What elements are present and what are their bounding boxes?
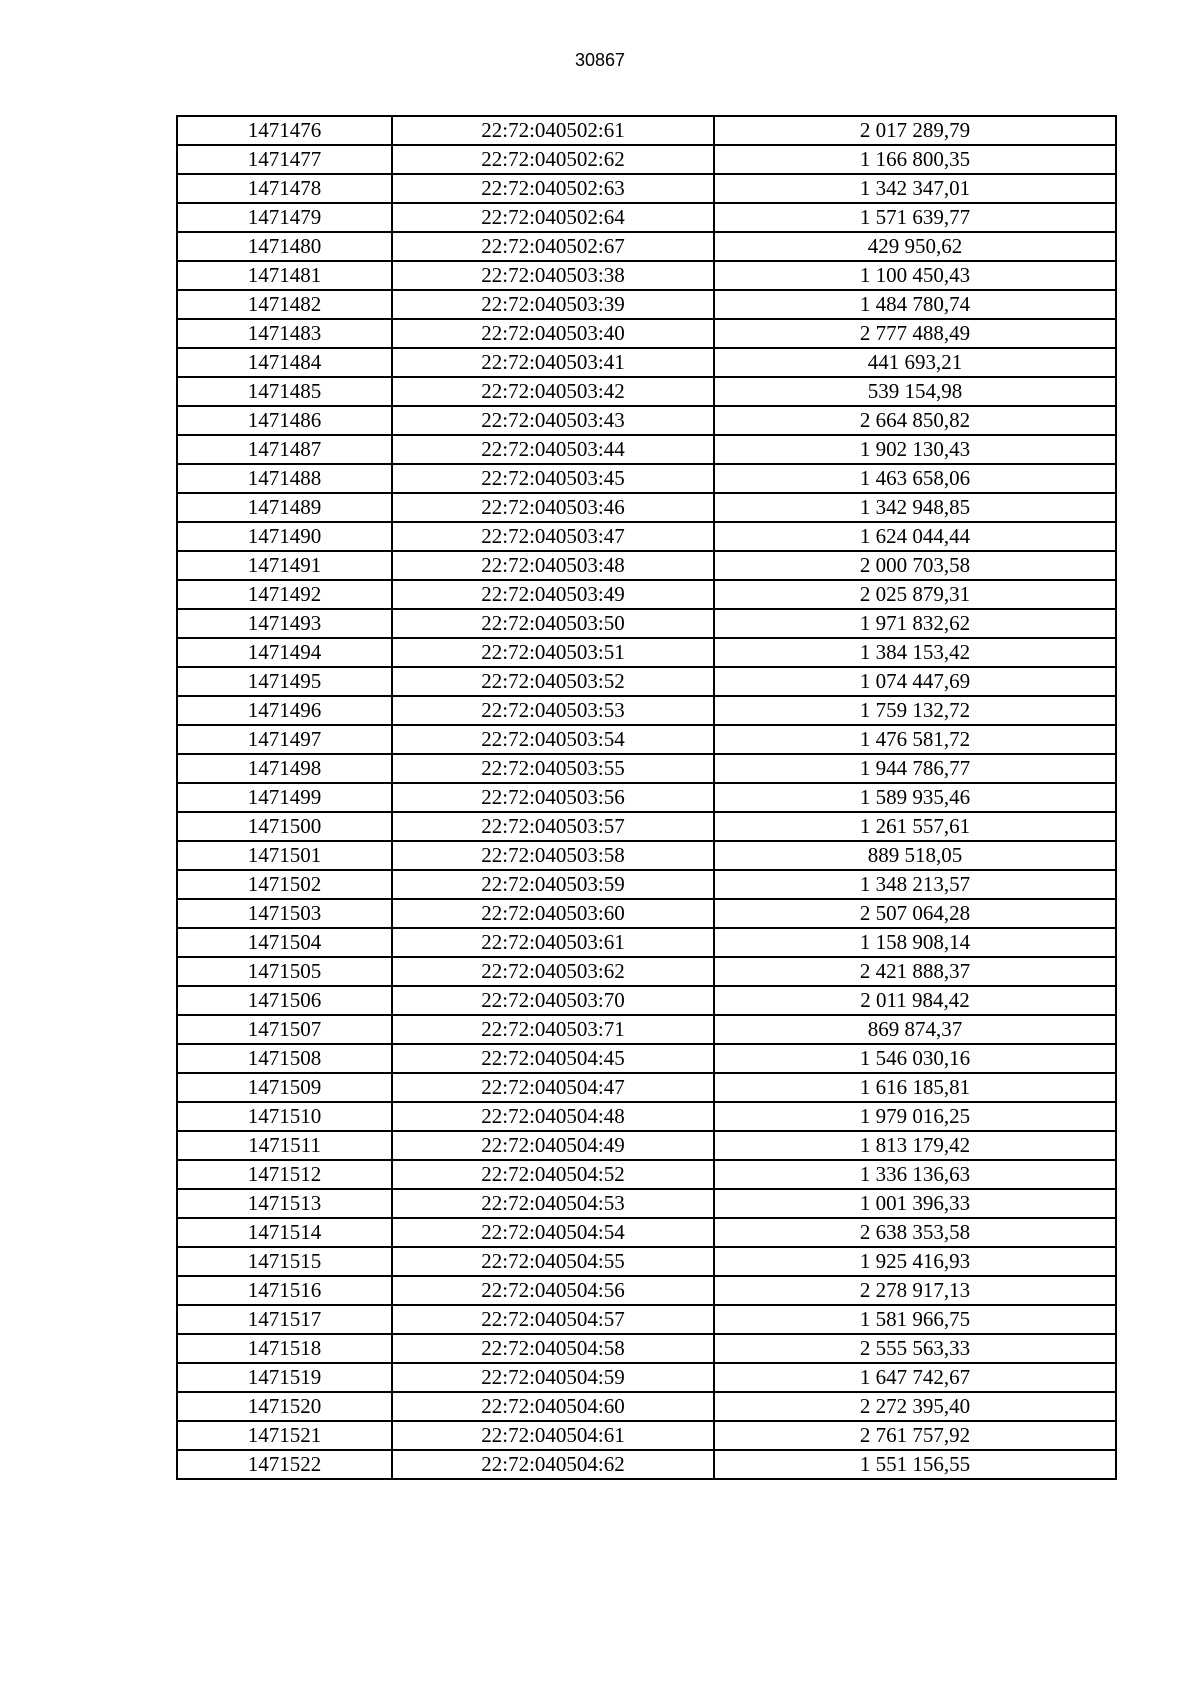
cadastral-value-cell: 1 463 658,06	[714, 464, 1116, 493]
cadastral-value-cell: 2 017 289,79	[714, 116, 1116, 145]
cadastral-number-cell: 22:72:040504:60	[392, 1392, 714, 1421]
cadastral-value-cell: 869 874,37	[714, 1015, 1116, 1044]
cadastral-number-cell: 22:72:040503:70	[392, 986, 714, 1015]
cadastral-value-cell: 2 421 888,37	[714, 957, 1116, 986]
row-number-cell: 1471497	[177, 725, 392, 754]
table-row	[177, 290, 1116, 319]
cadastral-value-cell: 2 025 879,31	[714, 580, 1116, 609]
row-number-cell: 1471505	[177, 957, 392, 986]
cadastral-number-cell: 22:72:040503:41	[392, 348, 714, 377]
row-number-cell: 1471483	[177, 319, 392, 348]
cadastral-value-cell: 1 166 800,35	[714, 145, 1116, 174]
table-row	[177, 812, 1116, 841]
cadastral-value-cell: 2 638 353,58	[714, 1218, 1116, 1247]
cadastral-number-cell: 22:72:040503:45	[392, 464, 714, 493]
table-row	[177, 870, 1116, 899]
table-row	[177, 1334, 1116, 1363]
table-row	[177, 116, 1116, 145]
cadastral-number-cell: 22:72:040503:47	[392, 522, 714, 551]
cadastral-value-cell: 2 761 757,92	[714, 1421, 1116, 1450]
cadastral-number-cell: 22:72:040504:56	[392, 1276, 714, 1305]
row-number-cell: 1471520	[177, 1392, 392, 1421]
row-number-cell: 1471513	[177, 1189, 392, 1218]
cadastral-value-cell: 2 555 563,33	[714, 1334, 1116, 1363]
row-number-cell: 1471522	[177, 1450, 392, 1479]
cadastral-number-cell: 22:72:040503:43	[392, 406, 714, 435]
cadastral-value-cell: 1 759 132,72	[714, 696, 1116, 725]
row-number-cell: 1471491	[177, 551, 392, 580]
cadastral-number-cell: 22:72:040503:48	[392, 551, 714, 580]
cadastral-value-cell: 889 518,05	[714, 841, 1116, 870]
cadastral-value-cell: 1 624 044,44	[714, 522, 1116, 551]
cadastral-number-cell: 22:72:040503:56	[392, 783, 714, 812]
cadastral-value-cell: 1 925 416,93	[714, 1247, 1116, 1276]
row-number-cell: 1471508	[177, 1044, 392, 1073]
cadastral-value-cell: 1 484 780,74	[714, 290, 1116, 319]
cadastral-number-cell: 22:72:040504:47	[392, 1073, 714, 1102]
row-number-cell: 1471515	[177, 1247, 392, 1276]
row-number-cell: 1471514	[177, 1218, 392, 1247]
cadastral-number-cell: 22:72:040502:64	[392, 203, 714, 232]
cadastral-number-cell: 22:72:040504:57	[392, 1305, 714, 1334]
table-row	[177, 1131, 1116, 1160]
cadastral-value-cell: 1 001 396,33	[714, 1189, 1116, 1218]
row-number-cell: 1471494	[177, 638, 392, 667]
cadastral-value-cell: 2 278 917,13	[714, 1276, 1116, 1305]
table-row	[177, 1276, 1116, 1305]
row-number-cell: 1471493	[177, 609, 392, 638]
row-number-cell: 1471490	[177, 522, 392, 551]
cadastral-value-cell: 2 011 984,42	[714, 986, 1116, 1015]
cadastral-number-cell: 22:72:040503:50	[392, 609, 714, 638]
cadastral-number-cell: 22:72:040504:52	[392, 1160, 714, 1189]
cadastral-value-cell: 1 342 948,85	[714, 493, 1116, 522]
table-row	[177, 609, 1116, 638]
row-number-cell: 1471503	[177, 899, 392, 928]
table-row	[177, 1102, 1116, 1131]
cadastral-value-cell: 1 158 908,14	[714, 928, 1116, 957]
row-number-cell: 1471507	[177, 1015, 392, 1044]
cadastral-number-cell: 22:72:040503:58	[392, 841, 714, 870]
table-row	[177, 841, 1116, 870]
cadastral-number-cell: 22:72:040503:38	[392, 261, 714, 290]
table-row	[177, 1160, 1116, 1189]
cadastral-number-cell: 22:72:040503:54	[392, 725, 714, 754]
cadastral-value-cell: 1 979 016,25	[714, 1102, 1116, 1131]
cadastral-value-cell: 441 693,21	[714, 348, 1116, 377]
row-number-cell: 1471484	[177, 348, 392, 377]
cadastral-number-cell: 22:72:040503:55	[392, 754, 714, 783]
table-row	[177, 551, 1116, 580]
table-row	[177, 1421, 1116, 1450]
row-number-cell: 1471498	[177, 754, 392, 783]
table-row	[177, 1392, 1116, 1421]
cadastral-number-cell: 22:72:040503:46	[392, 493, 714, 522]
row-number-cell: 1471518	[177, 1334, 392, 1363]
cadastral-value-cell: 1 476 581,72	[714, 725, 1116, 754]
cadastral-value-cell: 2 664 850,82	[714, 406, 1116, 435]
table-row	[177, 1305, 1116, 1334]
row-number-cell: 1471477	[177, 145, 392, 174]
cadastral-value-cell: 2 272 395,40	[714, 1392, 1116, 1421]
table-row	[177, 493, 1116, 522]
table-row	[177, 928, 1116, 957]
table-row	[177, 261, 1116, 290]
cadastral-number-cell: 22:72:040504:54	[392, 1218, 714, 1247]
row-number-cell: 1471499	[177, 783, 392, 812]
cadastral-value-cell: 539 154,98	[714, 377, 1116, 406]
row-number-cell: 1471488	[177, 464, 392, 493]
cadastral-value-cell: 1 813 179,42	[714, 1131, 1116, 1160]
cadastral-number-cell: 22:72:040503:52	[392, 667, 714, 696]
table-row	[177, 1073, 1116, 1102]
table-row	[177, 1015, 1116, 1044]
cadastral-number-cell: 22:72:040502:63	[392, 174, 714, 203]
cadastral-number-cell: 22:72:040504:61	[392, 1421, 714, 1450]
row-number-cell: 1471485	[177, 377, 392, 406]
table-row	[177, 1044, 1116, 1073]
cadastral-value-cell: 1 546 030,16	[714, 1044, 1116, 1073]
cadastral-number-cell: 22:72:040503:60	[392, 899, 714, 928]
row-number-cell: 1471501	[177, 841, 392, 870]
table-row	[177, 638, 1116, 667]
row-number-cell: 1471511	[177, 1131, 392, 1160]
table-row	[177, 522, 1116, 551]
row-number-cell: 1471510	[177, 1102, 392, 1131]
table-row	[177, 667, 1116, 696]
cadastral-number-cell: 22:72:040504:62	[392, 1450, 714, 1479]
table-row	[177, 232, 1116, 261]
table-row	[177, 1218, 1116, 1247]
table-row	[177, 986, 1116, 1015]
table-row	[177, 899, 1116, 928]
cadastral-value-cell: 1 342 347,01	[714, 174, 1116, 203]
cadastral-number-cell: 22:72:040504:45	[392, 1044, 714, 1073]
cadastral-number-cell: 22:72:040503:59	[392, 870, 714, 899]
cadastral-number-cell: 22:72:040502:62	[392, 145, 714, 174]
cadastral-value-cell: 1 581 966,75	[714, 1305, 1116, 1334]
cadastral-number-cell: 22:72:040503:57	[392, 812, 714, 841]
table-row	[177, 1189, 1116, 1218]
row-number-cell: 1471481	[177, 261, 392, 290]
row-number-cell: 1471502	[177, 870, 392, 899]
cadastral-number-cell: 22:72:040504:58	[392, 1334, 714, 1363]
row-number-cell: 1471476	[177, 116, 392, 145]
row-number-cell: 1471509	[177, 1073, 392, 1102]
cadastral-value-cell: 2 507 064,28	[714, 899, 1116, 928]
cadastral-value-cell: 1 616 185,81	[714, 1073, 1116, 1102]
table-row	[177, 145, 1116, 174]
cadastral-value-cell: 1 074 447,69	[714, 667, 1116, 696]
page-number: 30867	[574, 50, 626, 70]
cadastral-number-cell: 22:72:040503:42	[392, 377, 714, 406]
cadastral-number-cell: 22:72:040504:59	[392, 1363, 714, 1392]
table-body	[177, 116, 1116, 1479]
cadastral-number-cell: 22:72:040504:48	[392, 1102, 714, 1131]
row-number-cell: 1471504	[177, 928, 392, 957]
row-number-cell: 1471516	[177, 1276, 392, 1305]
cadastral-number-cell: 22:72:040502:61	[392, 116, 714, 145]
cadastral-value-cell: 1 261 557,61	[714, 812, 1116, 841]
cadastral-number-cell: 22:72:040504:49	[392, 1131, 714, 1160]
cadastral-value-cell: 1 647 742,67	[714, 1363, 1116, 1392]
cadastral-value-cell: 1 571 639,77	[714, 203, 1116, 232]
cadastral-value-cell: 1 384 153,42	[714, 638, 1116, 667]
row-number-cell: 1471492	[177, 580, 392, 609]
row-number-cell: 1471495	[177, 667, 392, 696]
cadastral-number-cell: 22:72:040503:44	[392, 435, 714, 464]
table-row	[177, 696, 1116, 725]
cadastral-value-cell: 1 971 832,62	[714, 609, 1116, 638]
table-row	[177, 580, 1116, 609]
table-row	[177, 1247, 1116, 1276]
cadastral-value-cell: 1 589 935,46	[714, 783, 1116, 812]
cadastral-value-cell: 2 000 703,58	[714, 551, 1116, 580]
cadastral-number-cell: 22:72:040504:53	[392, 1189, 714, 1218]
row-number-cell: 1471486	[177, 406, 392, 435]
row-number-cell: 1471517	[177, 1305, 392, 1334]
cadastral-value-cell: 1 336 136,63	[714, 1160, 1116, 1189]
cadastral-value-cell: 2 777 488,49	[714, 319, 1116, 348]
table-row	[177, 435, 1116, 464]
table-row	[177, 464, 1116, 493]
cadastral-value-cell: 429 950,62	[714, 232, 1116, 261]
cadastral-number-cell: 22:72:040503:61	[392, 928, 714, 957]
table-row	[177, 725, 1116, 754]
cadastral-number-cell: 22:72:040504:55	[392, 1247, 714, 1276]
cadastral-number-cell: 22:72:040503:49	[392, 580, 714, 609]
table-row	[177, 1450, 1116, 1479]
table-row	[177, 957, 1116, 986]
table-row	[177, 319, 1116, 348]
cadastral-value-cell: 1 902 130,43	[714, 435, 1116, 464]
table-row	[177, 406, 1116, 435]
table-row	[177, 348, 1116, 377]
table-row	[177, 174, 1116, 203]
table-row	[177, 377, 1116, 406]
cadastral-value-table	[176, 115, 1117, 1480]
table-row	[177, 754, 1116, 783]
row-number-cell: 1471489	[177, 493, 392, 522]
row-number-cell: 1471482	[177, 290, 392, 319]
cadastral-number-cell: 22:72:040503:53	[392, 696, 714, 725]
row-number-cell: 1471506	[177, 986, 392, 1015]
row-number-cell: 1471480	[177, 232, 392, 261]
cadastral-number-cell: 22:72:040503:51	[392, 638, 714, 667]
row-number-cell: 1471487	[177, 435, 392, 464]
row-number-cell: 1471519	[177, 1363, 392, 1392]
cadastral-number-cell: 22:72:040503:62	[392, 957, 714, 986]
table-row	[177, 783, 1116, 812]
row-number-cell: 1471521	[177, 1421, 392, 1450]
row-number-cell: 1471479	[177, 203, 392, 232]
cadastral-value-cell: 1 348 213,57	[714, 870, 1116, 899]
table-row	[177, 203, 1116, 232]
cadastral-value-cell: 1 100 450,43	[714, 261, 1116, 290]
cadastral-number-cell: 22:72:040503:40	[392, 319, 714, 348]
cadastral-value-cell: 1 944 786,77	[714, 754, 1116, 783]
cadastral-number-cell: 22:72:040503:39	[392, 290, 714, 319]
cadastral-number-cell: 22:72:040502:67	[392, 232, 714, 261]
row-number-cell: 1471500	[177, 812, 392, 841]
table-row	[177, 1363, 1116, 1392]
cadastral-number-cell: 22:72:040503:71	[392, 1015, 714, 1044]
cadastral-value-cell: 1 551 156,55	[714, 1450, 1116, 1479]
row-number-cell: 1471512	[177, 1160, 392, 1189]
row-number-cell: 1471496	[177, 696, 392, 725]
row-number-cell: 1471478	[177, 174, 392, 203]
